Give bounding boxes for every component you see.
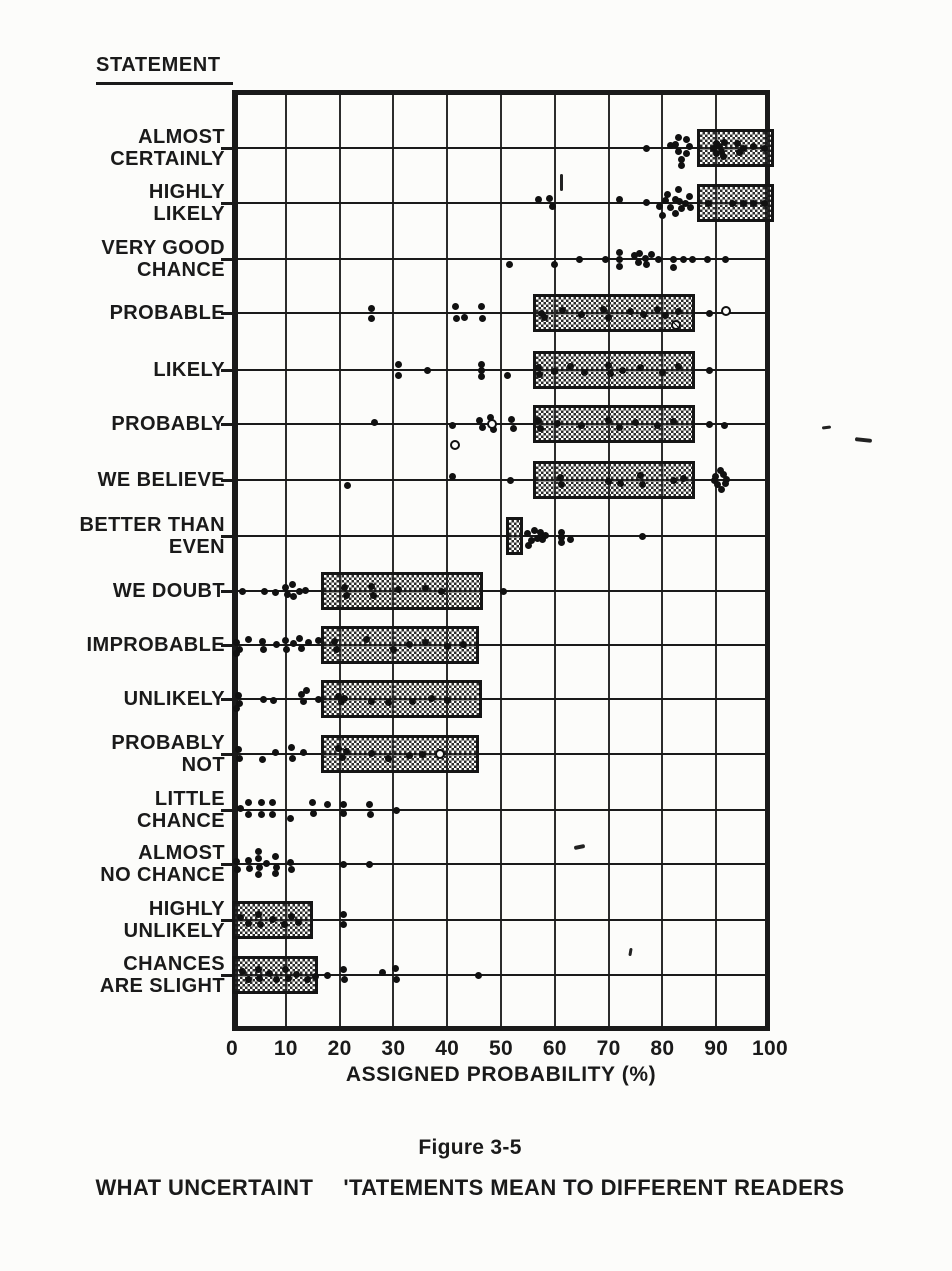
data-dot: [507, 477, 514, 484]
row-label-almost-certainly: ALMOST CERTAINLY: [110, 126, 225, 170]
data-dot: [343, 592, 350, 599]
data-dot: [750, 200, 757, 207]
data-dot: [643, 199, 650, 206]
data-dot: [717, 467, 724, 474]
data-dot: [272, 589, 279, 596]
scan-artifact-mark: [822, 425, 831, 429]
probability-bar-better-than-even: [506, 517, 522, 555]
data-dot: [581, 369, 588, 376]
data-dot: [331, 638, 338, 645]
caption-title-part2: 'TATEMENTS MEAN TO DIFFERENT READERS: [343, 1175, 845, 1200]
data-dot: [508, 416, 515, 423]
data-dot: [567, 536, 574, 543]
data-dot: [670, 418, 677, 425]
x-tick-label-50: 50: [489, 1037, 513, 1060]
data-dot: [607, 370, 614, 377]
data-dot: [288, 744, 295, 751]
data-dot: [761, 145, 768, 152]
row-line-highly-unlikely: [238, 919, 766, 922]
data-dot: [259, 638, 266, 645]
gridline-vertical: [715, 95, 717, 1026]
data-dot: [246, 865, 253, 872]
data-dot: [635, 259, 642, 266]
x-tick-label-100: 100: [752, 1037, 788, 1060]
data-dot: [605, 362, 612, 369]
gridline-vertical: [392, 95, 394, 1026]
data-dot: [312, 973, 319, 980]
open-dot: [721, 306, 731, 316]
data-dot: [296, 635, 303, 642]
row-label-almost-no-chance: ALMOST NO CHANCE: [100, 842, 225, 886]
data-dot: [686, 193, 693, 200]
data-dot: [239, 588, 246, 595]
data-dot: [255, 855, 262, 862]
row-label-unlikely: UNLIKELY: [123, 688, 225, 710]
data-dot: [654, 306, 661, 313]
data-dot: [393, 976, 400, 983]
data-dot: [293, 971, 300, 978]
data-dot: [395, 372, 402, 379]
data-dot: [640, 311, 647, 318]
data-dot: [449, 473, 456, 480]
data-dot: [269, 799, 276, 806]
data-dot: [234, 866, 241, 873]
data-dot: [395, 361, 402, 368]
data-dot: [273, 976, 280, 983]
data-dot: [309, 799, 316, 806]
data-dot: [235, 692, 242, 699]
data-dot: [324, 801, 331, 808]
data-dot: [272, 853, 279, 860]
data-dot: [504, 372, 511, 379]
data-dot: [245, 857, 252, 864]
data-dot: [368, 305, 375, 312]
row-label-highly-likely: HIGHLY LIKELY: [148, 181, 225, 225]
data-dot: [255, 848, 262, 855]
data-dot: [576, 256, 583, 263]
data-dot: [558, 539, 565, 546]
data-dot: [722, 256, 729, 263]
data-dot: [706, 367, 713, 374]
data-dot: [680, 475, 687, 482]
data-dot: [237, 914, 244, 921]
data-dot: [476, 417, 483, 424]
data-dot: [460, 641, 467, 648]
row-label-we-doubt: WE DOUBT: [112, 580, 225, 602]
data-dot: [535, 196, 542, 203]
data-dot: [366, 801, 373, 808]
data-dot: [605, 314, 612, 321]
data-dot: [258, 811, 265, 818]
data-dot: [551, 368, 558, 375]
data-dot: [255, 871, 262, 878]
data-dot: [315, 696, 322, 703]
data-dot: [344, 482, 351, 489]
row-label-likely: LIKELY: [153, 359, 225, 381]
data-dot: [324, 972, 331, 979]
data-dot: [245, 920, 252, 927]
data-dot: [258, 799, 265, 806]
data-dot: [750, 143, 757, 150]
row-line-almost-no-chance: [238, 863, 766, 866]
caption-title: [40, 1175, 900, 1201]
row-line-probably-not: [238, 753, 766, 756]
data-dot: [721, 422, 728, 429]
data-dot: [449, 422, 456, 429]
data-dot: [245, 636, 252, 643]
data-dot: [300, 698, 307, 705]
data-dot: [368, 583, 375, 590]
data-dot: [245, 976, 252, 983]
data-dot: [478, 373, 485, 380]
data-dot: [706, 421, 713, 428]
data-dot: [340, 810, 347, 817]
data-dot: [453, 315, 460, 322]
data-dot: [333, 646, 340, 653]
data-dot: [390, 646, 397, 653]
scan-artifact-mark: [855, 437, 872, 442]
data-dot: [270, 697, 277, 704]
data-dot: [578, 311, 585, 318]
row-label-very-good-chance: VERY GOOD CHANCE: [101, 237, 225, 281]
data-dot: [639, 481, 646, 488]
data-dot: [637, 364, 644, 371]
data-dot: [304, 976, 311, 983]
data-dot: [637, 472, 644, 479]
data-dot: [616, 249, 623, 256]
row-line-improbable: [238, 644, 766, 647]
data-dot: [239, 968, 246, 975]
data-dot: [627, 308, 634, 315]
data-dot: [729, 200, 736, 207]
data-dot: [298, 645, 305, 652]
data-dot: [479, 315, 486, 322]
row-label-probably: PROBABLY: [111, 413, 225, 435]
data-dot: [438, 588, 445, 595]
data-dot: [406, 752, 413, 759]
data-dot: [706, 310, 713, 317]
data-dot: [245, 799, 252, 806]
data-dot: [366, 861, 373, 868]
caption: [40, 1136, 900, 1201]
data-dot: [392, 965, 399, 972]
data-dot: [428, 695, 435, 702]
data-dot: [686, 143, 693, 150]
data-dot: [643, 261, 650, 268]
data-dot: [340, 921, 347, 928]
data-dot: [616, 256, 623, 263]
data-dot: [409, 698, 416, 705]
data-dot: [260, 646, 267, 653]
data-dot: [554, 420, 561, 427]
data-dot: [340, 801, 347, 808]
probability-bar-we-doubt: [321, 572, 483, 610]
row-label-chances-are-slight: CHANCES ARE SLIGHT: [99, 953, 225, 997]
data-dot: [272, 870, 279, 877]
data-dot: [704, 256, 711, 263]
data-dot: [535, 417, 542, 424]
row-label-we-believe: WE BELIEVE: [97, 469, 225, 491]
data-dot: [616, 263, 623, 270]
data-dot: [510, 425, 517, 432]
data-dot: [288, 913, 295, 920]
data-dot: [535, 364, 542, 371]
row-line-little-chance: [238, 809, 766, 812]
data-dot: [363, 636, 370, 643]
x-axis-label: ASSIGNED PROBABILITY (%): [345, 1063, 657, 1086]
data-dot: [675, 148, 682, 155]
x-tick-label-70: 70: [596, 1037, 621, 1060]
data-dot: [452, 303, 459, 310]
data-dot: [259, 756, 266, 763]
gridline-vertical: [661, 95, 663, 1026]
data-dot: [273, 641, 280, 648]
data-dot: [721, 139, 728, 146]
data-dot: [406, 641, 413, 648]
data-dot: [302, 587, 309, 594]
data-dot: [541, 314, 548, 321]
data-dot: [422, 585, 429, 592]
data-dot: [616, 424, 623, 431]
statement-header-label: STATEMENT: [96, 54, 221, 76]
data-dot: [269, 916, 276, 923]
data-dot: [740, 145, 747, 152]
data-dot: [616, 196, 623, 203]
data-dot: [282, 966, 289, 973]
data-dot: [558, 481, 565, 488]
data-dot: [600, 306, 607, 313]
gridline-vertical: [285, 95, 287, 1026]
gridline-vertical: [339, 95, 341, 1026]
data-dot: [257, 921, 264, 928]
data-dot: [310, 810, 317, 817]
data-dot: [233, 705, 240, 712]
data-dot: [289, 581, 296, 588]
data-dot: [424, 367, 431, 374]
data-dot: [605, 417, 612, 424]
data-dot: [670, 256, 677, 263]
data-dot: [272, 749, 279, 756]
data-dot: [605, 478, 612, 485]
data-dot: [236, 755, 243, 762]
data-dot: [422, 639, 429, 646]
data-dot: [393, 807, 400, 814]
gridline-vertical: [500, 95, 502, 1026]
row-label-probably-not: PROBABLY NOT: [111, 732, 225, 776]
data-dot: [720, 153, 727, 160]
data-dot: [654, 422, 661, 429]
open-dot: [450, 440, 460, 450]
data-dot: [368, 315, 375, 322]
data-dot: [475, 972, 482, 979]
figure-label: Figure 3-5: [418, 1136, 522, 1159]
data-dot: [444, 643, 451, 650]
data-dot: [263, 860, 270, 867]
data-dot: [536, 371, 543, 378]
data-dot: [370, 592, 377, 599]
data-dot: [395, 586, 402, 593]
row-label-little-chance: LITTLE CHANCE: [137, 788, 225, 832]
data-dot: [233, 650, 240, 657]
data-dot: [367, 811, 374, 818]
data-dot: [315, 637, 322, 644]
data-dot: [632, 419, 639, 426]
data-dot: [670, 477, 677, 484]
data-dot: [341, 976, 348, 983]
data-dot: [506, 261, 513, 268]
data-dot: [444, 697, 451, 704]
data-dot: [340, 911, 347, 918]
data-dot: [368, 750, 375, 757]
data-dot: [672, 141, 679, 148]
caption-title-part1: WHAT UNCERTAINT: [95, 1175, 314, 1200]
data-dot: [295, 919, 302, 926]
row-label-better-than-even: BETTER THAN EVEN: [79, 514, 225, 558]
gridline-vertical: [608, 95, 610, 1026]
data-dot: [269, 811, 276, 818]
data-dot: [479, 424, 486, 431]
data-dot: [379, 969, 386, 976]
gridline-vertical: [554, 95, 556, 1026]
data-dot: [705, 200, 712, 207]
data-dot: [602, 256, 609, 263]
data-dot: [300, 749, 307, 756]
data-dot: [662, 197, 669, 204]
data-dot: [500, 588, 507, 595]
data-dot: [385, 755, 392, 762]
data-dot: [305, 639, 312, 646]
data-dot: [288, 866, 295, 873]
data-dot: [689, 256, 696, 263]
probability-bar-improbable: [321, 626, 480, 664]
data-dot: [335, 745, 342, 752]
data-dot: [718, 486, 725, 493]
data-dot: [675, 308, 682, 315]
data-dot: [542, 532, 549, 539]
data-dot: [639, 533, 646, 540]
data-dot: [339, 754, 346, 761]
x-tick-label-0: 0: [226, 1037, 238, 1060]
x-tick-label-80: 80: [650, 1037, 675, 1060]
data-dot: [656, 203, 663, 210]
data-dot: [659, 369, 666, 376]
data-dot: [678, 162, 685, 169]
scan-artifact-mark: [560, 174, 563, 191]
x-tick-label-60: 60: [542, 1037, 567, 1060]
data-dot: [283, 646, 290, 653]
data-dot: [557, 474, 564, 481]
data-dot: [655, 256, 662, 263]
data-dot: [683, 136, 690, 143]
gridline-vertical: [446, 95, 448, 1026]
probability-bar-chances-are-slight: [232, 956, 318, 994]
data-dot: [255, 966, 262, 973]
data-dot: [664, 191, 671, 198]
data-dot: [235, 746, 242, 753]
row-line-better-than-even: [238, 535, 766, 538]
data-dot: [285, 975, 292, 982]
data-dot: [255, 911, 262, 918]
x-tick-label-20: 20: [327, 1037, 352, 1060]
data-dot: [675, 134, 682, 141]
data-dot: [261, 588, 268, 595]
data-dot: [233, 639, 240, 646]
data-dot: [567, 363, 574, 370]
data-dot: [761, 200, 768, 207]
data-dot: [619, 367, 626, 374]
data-dot: [683, 150, 690, 157]
x-tick-label-40: 40: [435, 1037, 460, 1060]
data-dot: [385, 699, 392, 706]
data-dot: [675, 186, 682, 193]
data-dot: [670, 264, 677, 271]
data-dot: [287, 859, 294, 866]
data-dot: [237, 805, 244, 812]
data-dot: [546, 195, 553, 202]
data-dot: [549, 203, 556, 210]
data-dot: [371, 419, 378, 426]
data-dot: [659, 212, 666, 219]
x-tick-label-30: 30: [381, 1037, 406, 1060]
data-dot: [687, 204, 694, 211]
data-dot: [287, 815, 294, 822]
data-dot: [281, 921, 288, 928]
data-dot: [260, 696, 267, 703]
x-tick-label-10: 10: [273, 1037, 298, 1060]
open-dot: [671, 320, 681, 330]
row-label-probable: PROBABLE: [109, 302, 225, 324]
data-dot: [340, 861, 347, 868]
data-dot: [643, 145, 650, 152]
data-dot: [478, 303, 485, 310]
data-dot: [662, 312, 669, 319]
data-dot: [233, 858, 240, 865]
data-dot: [578, 422, 585, 429]
data-dot: [740, 200, 747, 207]
x-tick-label-90: 90: [704, 1037, 729, 1060]
data-dot: [461, 314, 468, 321]
data-dot: [559, 307, 566, 314]
data-dot: [340, 966, 347, 973]
statement-header: [96, 54, 233, 85]
data-dot: [537, 425, 544, 432]
data-dot: [282, 637, 289, 644]
plot-frame: [232, 90, 770, 1031]
data-dot: [289, 755, 296, 762]
data-dot: [266, 970, 273, 977]
data-dot: [648, 251, 655, 258]
row-label-improbable: IMPROBABLE: [86, 634, 225, 656]
data-dot: [343, 748, 350, 755]
data-dot: [368, 698, 375, 705]
data-dot: [551, 261, 558, 268]
data-dot: [245, 811, 252, 818]
data-dot: [675, 363, 682, 370]
data-dot: [303, 687, 310, 694]
data-dot: [680, 256, 687, 263]
row-label-highly-unlikely: HIGHLY UNLIKELY: [123, 898, 225, 942]
